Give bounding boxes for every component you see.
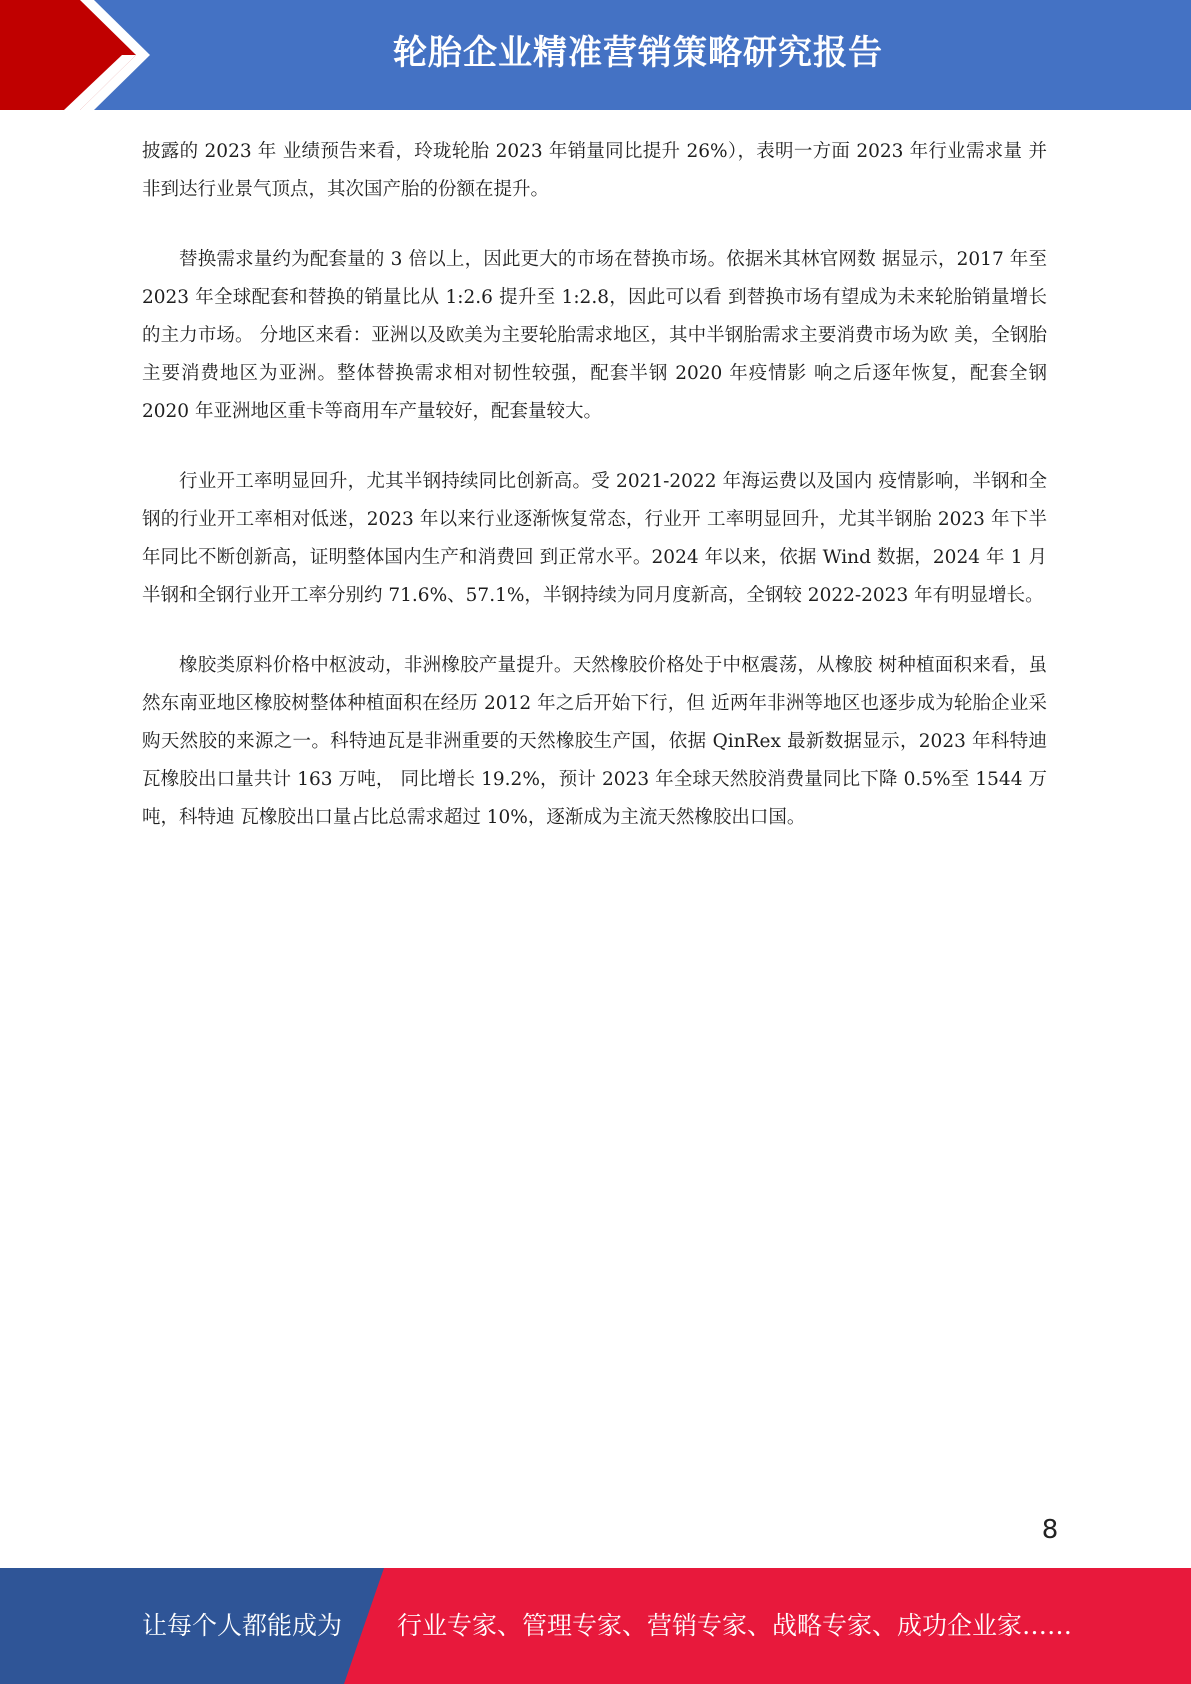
footer-slogan-right: 行业专家、管理专家、营销专家、战略专家、成功企业家……	[397, 1611, 1073, 1640]
paragraph-2: 替换需求量约为配套量的 3 倍以上，因此更大的市场在替换市场。依据米其林官网数 据显示，2017 年至 2023 年全球配套和替换的销量比从 1:2.6 提升至 1:2.8，因此可以看 到替换市场有望成为未来轮胎销量增长的主力市场。 分地区来看：亚洲以及欧美为主要轮胎需求地区，其中半钢胎需求主要消费市场为欧 美，全钢胎主要消费地区为亚洲。整体替换需求相对韧性较强，配套半钢 2020 年疫情影 响之后逐年恢复，配套全钢 2020 年亚洲地区重卡等商用车产量较好，配套量较大。	[142, 249, 1047, 422]
footer-banner	[0, 1568, 1191, 1684]
footer-slogan-left: 让每个人都能成为	[142, 1611, 343, 1640]
page-number: 8	[1041, 1515, 1059, 1545]
paragraph-3: 行业开工率明显回升，尤其半钢持续同比创新高。受 2021-2022 年海运费以及国内 疫情影响，半钢和全钢的行业开工率相对低迷，2023 年以来行业逐渐恢复常态，行业开 工率明显回升，尤其半钢胎 2023 年下半年同比不断创新高，证明整体国内生产和消费回 到正常水平。2024 年以来，依据 Wind 数据，2024 年 1 月半钢和全钢行业开工率分别约 71.6%、57.1%，半钢持续为同月度新高，全钢较 2022-2023 年有明显增长。	[142, 471, 1047, 606]
paragraph-1: 披露的 2023 年 业绩预告来看，玲珑轮胎 2023 年销量同比提升 26%），表明一方面 2023 年行业需求量 并非到达行业景气顶点，其次国产胎的份额在提升。	[142, 141, 1047, 200]
paragraph-4: 橡胶类原料价格中枢波动，非洲橡胶产量提升。天然橡胶价格处于中枢震荡，从橡胶 树种植面积来看，虽然东南亚地区橡胶树整体种植面积在经历 2012 年之后开始下行，但 近两年非洲等地区也逐步成为轮胎企业采购天然胶的来源之一。科特迪瓦是非洲重要的天然橡胶生产国，依据 QinRex 最新数据显示，2023 年科特迪瓦橡胶出口量共计 163 万吨， 同比增长 19.2%，预计 2023 年全球天然胶消费量同比下降 0.5%至 1544 万吨，科特迪 瓦橡胶出口量占比总需求超过 10%，逐渐成为主流天然橡胶出口国。	[142, 655, 1047, 828]
page-title: 轮胎企业精准营销策略研究报告	[393, 33, 883, 73]
header-banner	[0, 0, 1191, 110]
report-body	[142, 133, 1047, 869]
